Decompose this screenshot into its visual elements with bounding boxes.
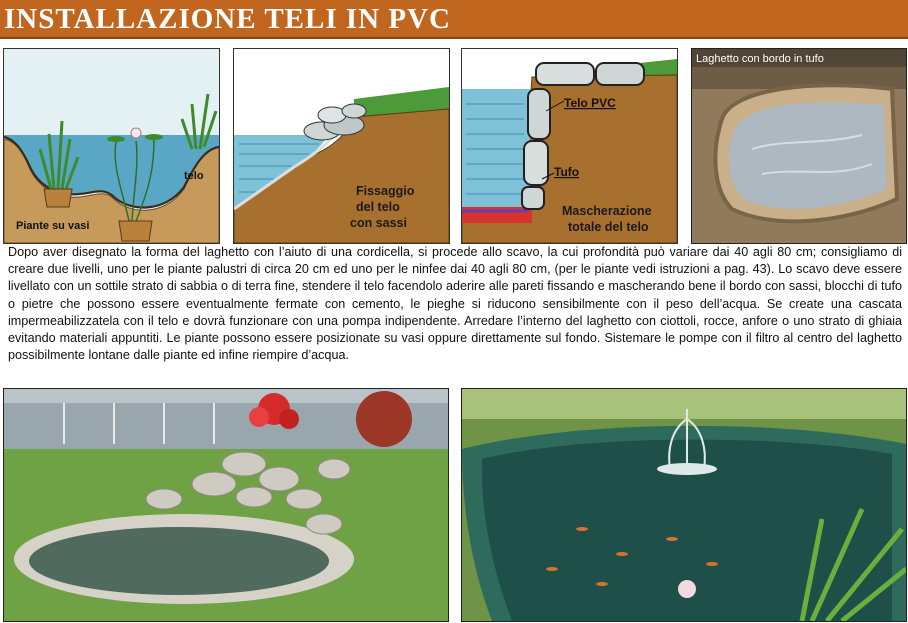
photo-fountain-pond-image [462, 389, 906, 621]
label-piante-su-vasi: Piante su vasi [16, 220, 90, 232]
caption-fissaggio-line-3: con sassi [350, 216, 407, 230]
diagram-stones-fixing [233, 48, 450, 244]
caption-fissaggio-line-2: del telo [356, 200, 400, 214]
page-title: INSTALLAZIONE TELI IN PVC [4, 3, 451, 35]
diagram-plants-in-pots-illustration [4, 49, 219, 243]
label-telo: telo [184, 170, 204, 182]
diagram-tufo-masking-illustration [462, 49, 677, 243]
diagram-plants-in-pots [3, 48, 220, 244]
label-tufo: Tufo [554, 165, 580, 179]
diagram-stones-fixing-illustration [234, 49, 449, 243]
title-banner [0, 0, 908, 39]
caption-mascherazione-line-1: Mascherazione [562, 204, 652, 218]
photo-stone-pond-image [4, 389, 448, 621]
photo-fountain-pond [461, 388, 907, 622]
photo-stone-pond [3, 388, 449, 622]
diagram-tufo-masking [461, 48, 678, 244]
label-telo-pvc: Telo PVC [564, 96, 616, 110]
instructions-text: Dopo aver disegnato la forma del laghetto con l’aiuto di una cordicella, si procede allo scavo, la cui profondità può variare dai 40 agli 80 cm; consigliamo di creare due livelli, uno per le piante palustri di circa 20 cm ed uno per le ninfee dai 40 agli 80 cm, (per le piante vedi istruzioni a pag. 43). Lo scavo deve essere livellato con un sottile strato di sabbia o di terra fine, stendere il telo facendolo aderire alle pareti fissando e mascherando bene il bordo con sassi, blocchi di tufo o pietre che possono essere eventualmente fermate con cemento, le pieghe si riducono sensibilmente con il peso dell’acqua. Se create una cascata impermeabilizzatela con il telo e dovrà funzionare con una pompa indipendente. Arredare l’interno del laghetto con ciottoli, rocce, anfore o uno strato di ghiaia evitando materiali appuntiti. Le piante possono essere posizionate su vasi oppure direttamente sul fondo. Sistemare le pompe con il filtro al centro del laghetto possibilmente lontane dalle piante ed infine riempire d’acqua. [8, 245, 902, 363]
photo-laghetto-tufo [691, 48, 907, 244]
caption-fissaggio-line-1: Fissaggio [356, 184, 415, 198]
photo-caption-bordo-tufo: Laghetto con bordo in tufo [696, 53, 824, 65]
photo-laghetto-tufo-image [692, 49, 906, 243]
caption-mascherazione-line-2: totale del telo [568, 220, 649, 234]
